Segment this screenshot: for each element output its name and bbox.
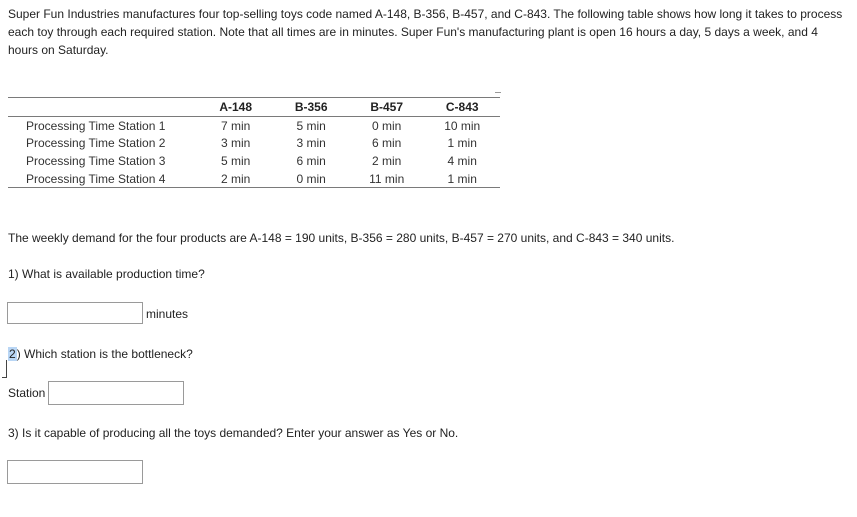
table-cell: 2 min	[198, 170, 274, 188]
table-row	[8, 152, 500, 170]
table-cell: 6 min	[296, 153, 326, 168]
table-cell: 4 min	[447, 153, 477, 168]
demand-text: The weekly demand for the four products are A-148 = 190 units, B-356 = 280 units, B-457 = 270 units, and C-843 = 340 units.	[8, 231, 675, 245]
text-cursor-icon	[6, 360, 7, 378]
question-2-text: ) Which station is the bottleneck?	[16, 347, 193, 361]
processing-time-table-wrap	[8, 97, 500, 188]
table-cell: 0 min	[372, 118, 402, 133]
row-label: Processing Time Station 1	[26, 118, 166, 133]
question-2-number: 2	[9, 347, 16, 361]
minutes-label: minutes	[146, 307, 189, 321]
table-cell: 1 min	[424, 170, 500, 188]
header-b457: B-457	[349, 98, 425, 117]
table-cell: 5 min	[296, 118, 326, 133]
table-cell: 1 min	[447, 136, 477, 151]
row-label: Processing Time Station 4	[8, 170, 198, 188]
table-cell: 7 min	[221, 118, 251, 133]
table-row	[8, 135, 500, 153]
station-label: Station	[8, 386, 46, 400]
table-cell: 5 min	[221, 153, 251, 168]
capability-answer-input[interactable]	[7, 460, 143, 484]
table-cell: 3 min	[221, 136, 251, 151]
table-row	[8, 117, 500, 135]
table-cell: 0 min	[273, 170, 349, 188]
question-3: 3) Is it capable of producing all the toys demanded? Enter your answer as Yes or No.	[8, 426, 459, 440]
table-header-row	[8, 98, 500, 117]
processing-time-table	[8, 97, 500, 188]
header-b356: B-356	[273, 98, 349, 117]
table-cell: 3 min	[296, 136, 326, 151]
table-cell: 11 min	[349, 170, 425, 188]
table-cell: 2 min	[372, 153, 402, 168]
table-row	[8, 170, 500, 188]
header-a148: A-148	[198, 98, 274, 117]
bottleneck-station-input[interactable]	[48, 381, 184, 405]
table-cell: 10 min	[444, 118, 481, 133]
header-empty	[8, 98, 198, 117]
available-time-input[interactable]	[7, 302, 143, 324]
header-c843: C-843	[424, 98, 500, 117]
text-cursor-base	[2, 377, 7, 378]
question-1: 1) What is available production time?	[8, 267, 205, 281]
table-cell: 6 min	[372, 136, 402, 151]
row-label: Processing Time Station 2	[26, 136, 166, 151]
table-resize-handle	[495, 92, 501, 93]
problem-intro: Super Fun Industries manufactures four top-selling toys code named A-148, B-356, B-457, and C-843. The following table shows how long it takes to process each toy through each required station. Note that all times are in minutes. Super Fun's manufacturing plant is open 16 hours a day, 5 days a week, and 4 hours on Saturday.	[8, 7, 843, 57]
question-2	[8, 347, 193, 361]
row-label: Processing Time Station 3	[26, 153, 166, 168]
